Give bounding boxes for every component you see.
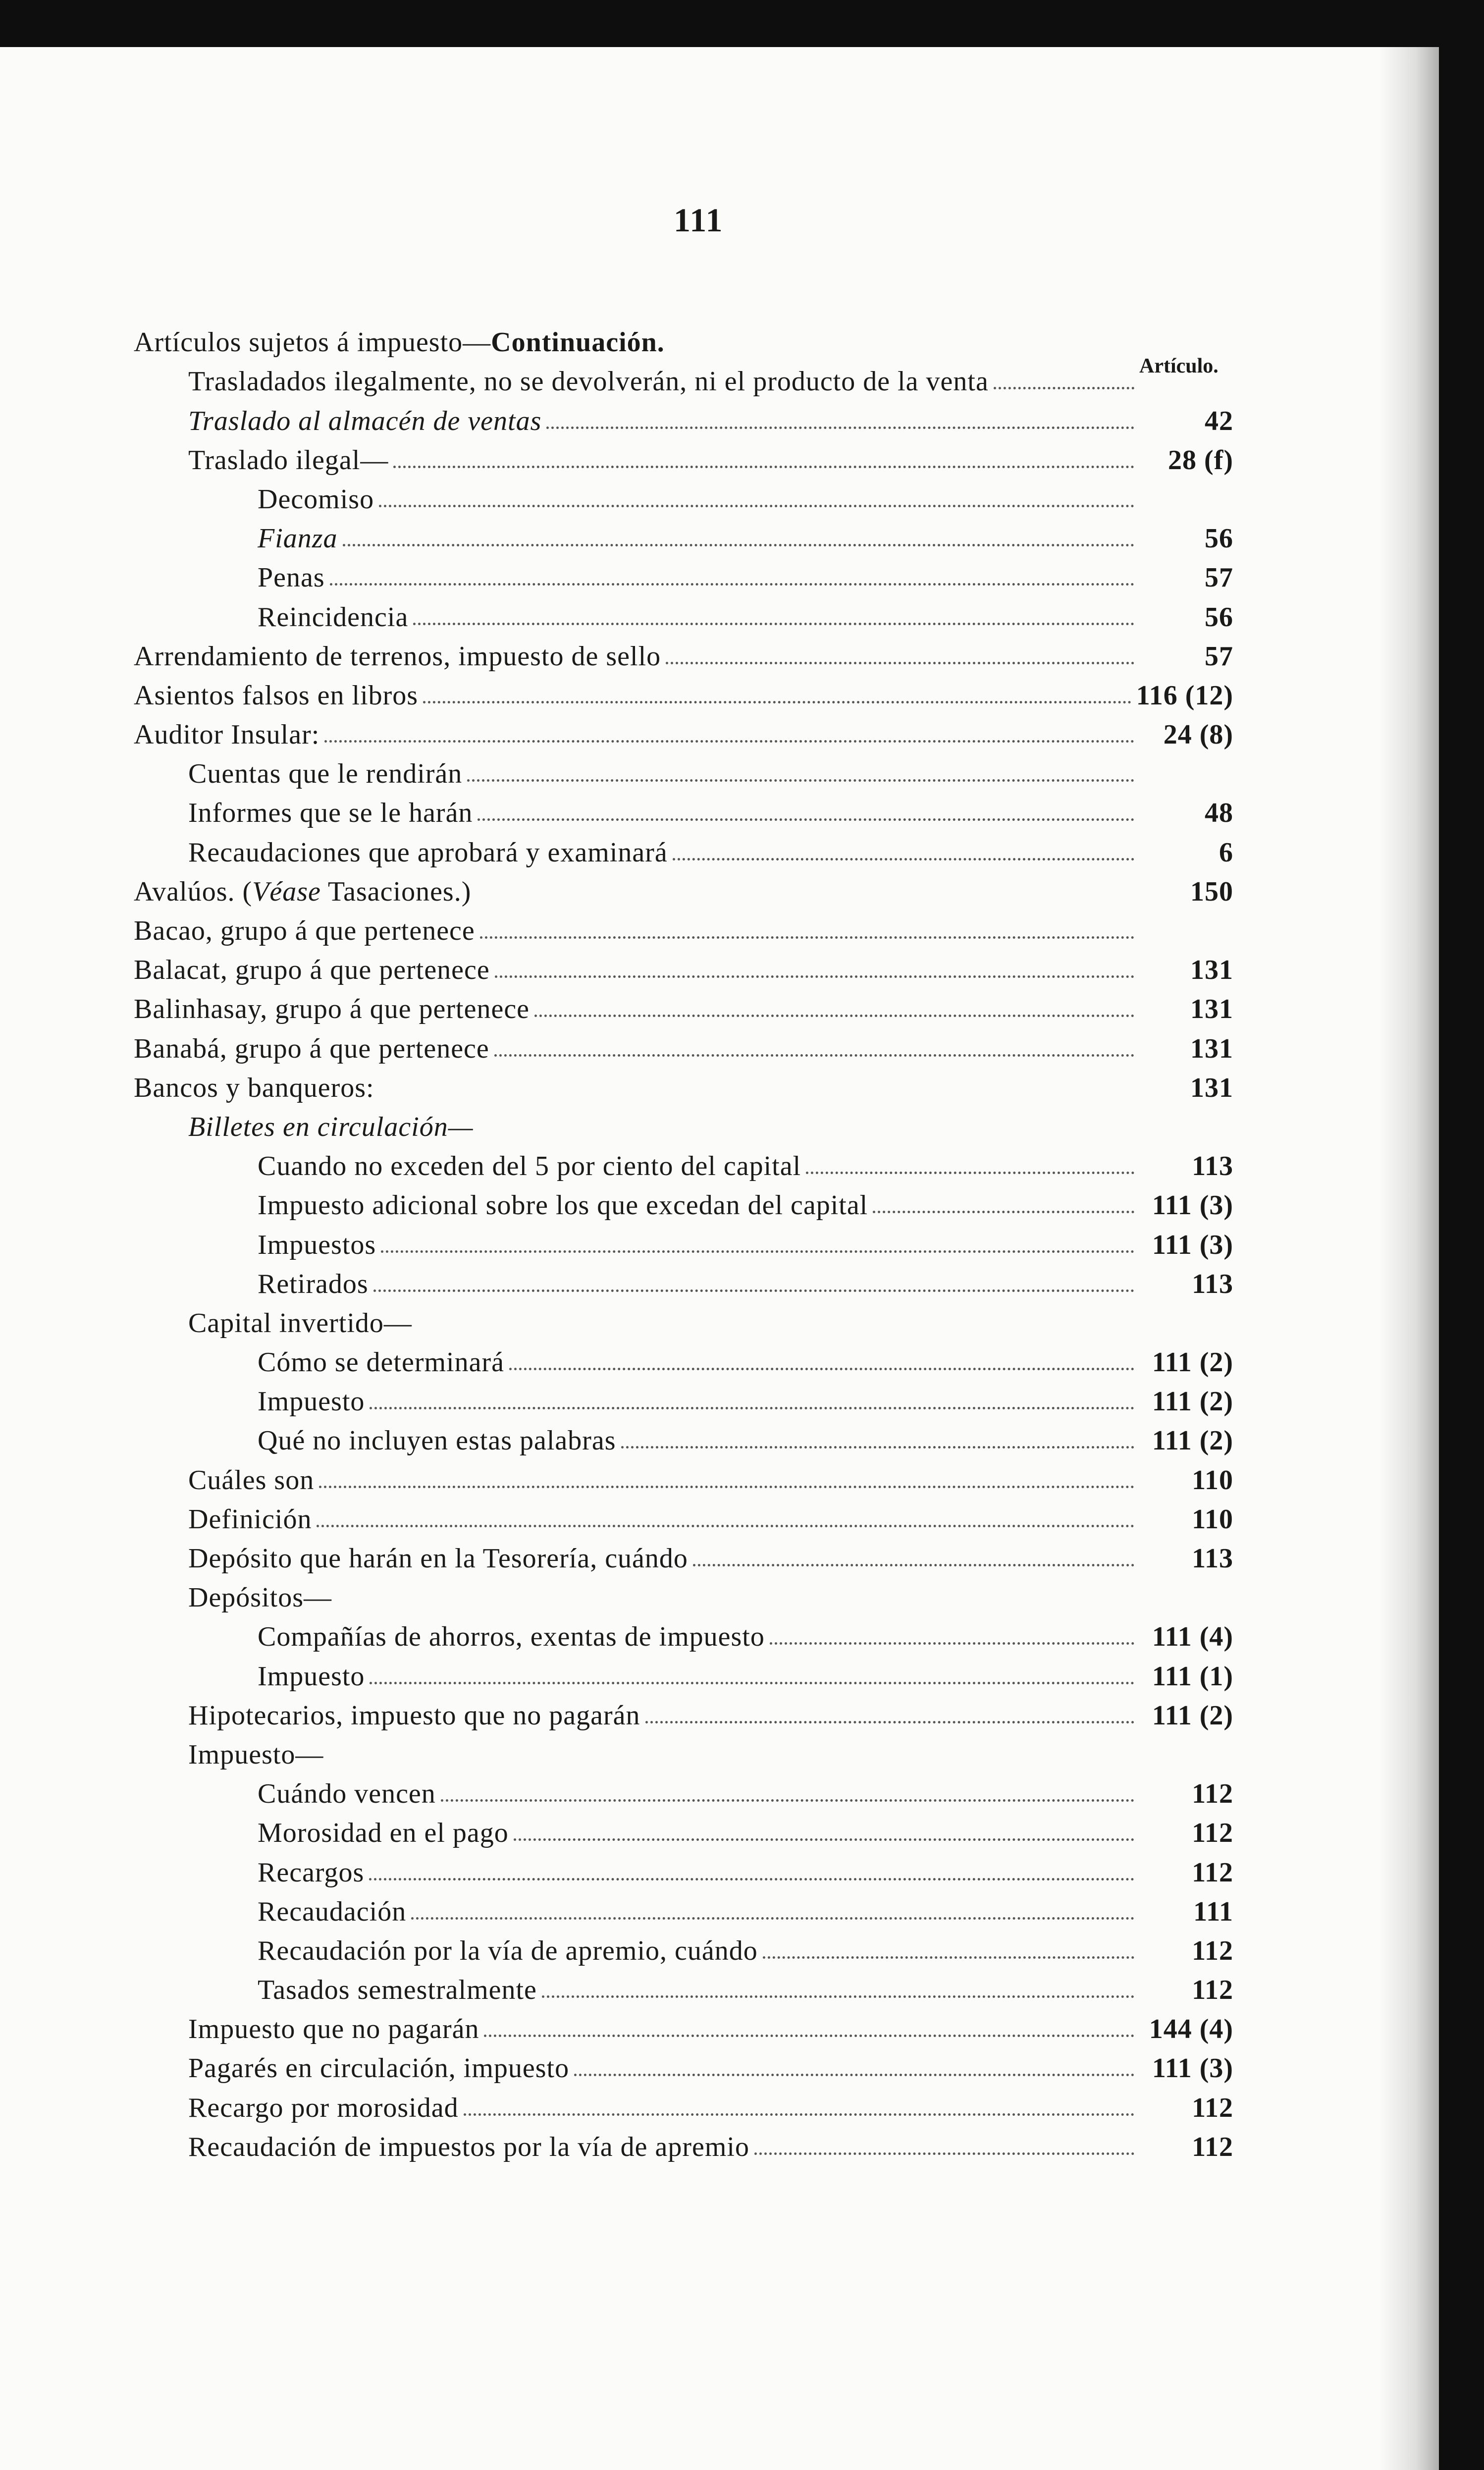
entry-label: Recargo por morosidad: [188, 2092, 459, 2123]
entry-label: Cuentas que le rendirán: [188, 758, 463, 790]
dot-leader: [666, 662, 1134, 664]
index-entry: [134, 1298, 1233, 1337]
entry-label: Qué no incluyen estas palabras: [258, 1425, 616, 1456]
dot-leader: [370, 1682, 1134, 1684]
entry-label: Impuesto: [258, 1386, 365, 1417]
index-entry: [134, 670, 1233, 709]
entry-label: Impuestos: [258, 1229, 376, 1260]
entry-reference: 131: [1190, 955, 1233, 986]
entry-label: Fianza: [258, 523, 338, 554]
dot-leader: [467, 779, 1134, 782]
entry-reference: 112: [1192, 1935, 1233, 1966]
dot-leader: [484, 2035, 1134, 2037]
entry-label: Reincidencia: [258, 601, 409, 633]
entry-label: Artículos sujetos á impuesto—: [134, 327, 491, 358]
dot-leader: [393, 466, 1134, 468]
dot-leader: [413, 623, 1134, 625]
index-entry: [134, 709, 1233, 749]
page-edge-shadow: [1379, 47, 1439, 2470]
dot-leader: [370, 1407, 1134, 1409]
dot-leader: [369, 1878, 1134, 1880]
index-entry: [134, 749, 1233, 788]
entry-label: Definición: [188, 1503, 312, 1535]
entry-label: Depósitos—: [188, 1582, 332, 1613]
dot-leader: [509, 1368, 1134, 1370]
index-entry: [134, 827, 1233, 866]
entry-label: Bacao, grupo á que pertenece: [134, 915, 475, 946]
index-entry: [134, 1063, 1233, 1102]
entry-label: Cuándo vencen: [258, 1778, 436, 1810]
entry-label-italic: Véase: [252, 876, 321, 907]
entry-reference: 42: [1205, 405, 1233, 436]
dot-leader: [754, 2152, 1134, 2155]
entry-reference: 111 (2): [1152, 1700, 1233, 1731]
entry-reference: 6: [1219, 837, 1233, 868]
index-entry: [134, 435, 1233, 474]
index-entry: [134, 1651, 1233, 1690]
index-entry: [134, 2043, 1233, 2082]
index-entry: [134, 1533, 1233, 1572]
entry-reference: 116 (12): [1136, 680, 1233, 711]
entry-reference: 111 (2): [1152, 1386, 1233, 1417]
index-entry: [134, 1141, 1233, 1180]
entry-reference: 131: [1190, 1033, 1233, 1064]
dot-leader: [495, 975, 1134, 978]
entry-label: Impuesto—: [188, 1739, 324, 1770]
entry-reference: 131: [1190, 1072, 1233, 1103]
entry-reference: 28 (f): [1168, 444, 1233, 476]
entry-label: Recaudaciones que aprobará y examinará: [188, 837, 668, 868]
entry-reference: 111 (2): [1152, 1425, 1233, 1456]
index-entry: [134, 1454, 1233, 1494]
entry-label: Compañías de ahorros, exentas de impuesto: [258, 1621, 765, 1653]
entry-reference: 24 (8): [1163, 719, 1233, 751]
column-header-articulo: Artículo.: [1139, 355, 1219, 377]
index-entry: [134, 1572, 1233, 1611]
dot-leader: [645, 1721, 1134, 1723]
entry-label: Cómo se determinará: [258, 1347, 504, 1378]
entry-reference: 112: [1192, 1857, 1233, 1888]
entry-label: Hipotecarios, impuesto que no pagarán: [188, 1700, 640, 1731]
index-entry: [134, 1415, 1233, 1454]
entry-label: Capital invertido—: [188, 1307, 412, 1339]
entry-label: Asientos falsos en libros: [134, 680, 419, 711]
entry-label: Bancos y banqueros:: [134, 1072, 374, 1103]
entry-reference: 113: [1192, 1543, 1233, 1574]
dot-leader: [381, 1250, 1134, 1253]
index-entry: [134, 906, 1233, 945]
entry-reference: 57: [1205, 562, 1233, 593]
entry-reference: 56: [1205, 523, 1233, 554]
entry-label: Balacat, grupo á que pertenece: [134, 955, 490, 986]
index-entry: [134, 356, 1233, 395]
entry-reference: 113: [1192, 1151, 1233, 1182]
index-entry: [134, 984, 1233, 1023]
index-entry: [134, 1023, 1233, 1062]
entry-label: Billetes en circulación—: [188, 1111, 474, 1142]
dot-leader: [379, 1093, 1134, 1096]
entry-label: Tasados semestralmente: [258, 1975, 537, 2006]
index-entry: [134, 1219, 1233, 1258]
index-entry: [134, 631, 1233, 670]
dot-leader: [806, 1172, 1134, 1174]
index-entry: [134, 1376, 1233, 1415]
index-entry: [134, 866, 1233, 906]
entry-reference: 111 (1): [1152, 1661, 1233, 1692]
index-entry: [134, 945, 1233, 984]
dot-leader: [441, 1799, 1134, 1802]
entry-reference: 48: [1205, 798, 1233, 829]
entry-reference: 131: [1190, 994, 1233, 1025]
dot-leader: [480, 936, 1134, 939]
index-entry: [134, 395, 1233, 434]
entry-label: Morosidad en el pago: [258, 1818, 509, 1849]
entry-label: Impuesto adicional sobre los que excedan del capital: [258, 1190, 868, 1221]
entry-reference: 56: [1205, 601, 1233, 633]
dot-leader: [423, 701, 1131, 703]
dot-leader: [770, 1642, 1134, 1645]
entry-reference: 112: [1192, 1778, 1233, 1810]
index-entry: [134, 1886, 1233, 1926]
index-entry: [134, 591, 1233, 631]
dot-leader: [621, 1446, 1134, 1449]
entry-label: Recaudación de impuestos por la vía de apremio: [188, 2131, 749, 2162]
entry-label: Banabá, grupo á que pertenece: [134, 1033, 489, 1064]
entry-label: Arrendamiento de terrenos, impuesto de sello: [134, 641, 661, 672]
entry-reference: 112: [1192, 2092, 1233, 2123]
index-entry: [134, 1611, 1233, 1651]
dot-leader: [514, 1838, 1134, 1841]
dot-leader: [546, 427, 1134, 429]
dot-leader: [324, 740, 1134, 743]
index-entry: [134, 1180, 1233, 1219]
dot-leader: [542, 1995, 1134, 1998]
entry-reference: 113: [1192, 1268, 1233, 1299]
dot-leader: [330, 583, 1134, 586]
dot-leader: [411, 1917, 1134, 1920]
entry-reference: 57: [1205, 641, 1233, 672]
entry-label: Impuesto: [258, 1661, 365, 1692]
index-entry: [134, 1729, 1233, 1769]
dot-leader: [763, 1956, 1134, 1959]
dot-leader: [373, 1289, 1134, 1292]
index-entry: [134, 2122, 1233, 2161]
entry-reference: 112: [1192, 1975, 1233, 2006]
dot-leader: [477, 818, 1134, 821]
dot-leader: [693, 1564, 1134, 1566]
index-entry: [134, 788, 1233, 827]
entry-label: Pagarés en circulación, impuesto: [188, 2053, 570, 2084]
index-entry: [134, 552, 1233, 591]
dot-leader: [574, 2074, 1134, 2076]
entry-label: Traslado al almacén de ventas: [188, 405, 542, 436]
dot-leader: [464, 2113, 1134, 2116]
entry-label: Cuando no exceden del 5 por ciento del capital: [258, 1151, 801, 1182]
index-entry: [134, 1690, 1233, 1729]
document-page: [0, 47, 1439, 2470]
entry-reference: 144 (4): [1149, 2014, 1233, 2045]
entry-label: Depósito que harán en la Tesorería, cuándo: [188, 1543, 688, 1574]
entry-label: Recaudación por la vía de apremio, cuándo: [258, 1935, 758, 1966]
index-list: [134, 317, 1233, 2161]
entry-reference: 111: [1193, 1896, 1233, 1927]
index-entry: [134, 474, 1233, 513]
dot-leader: [534, 1015, 1134, 1017]
entry-reference: 150: [1190, 876, 1233, 907]
entry-reference: 112: [1192, 2131, 1233, 2162]
index-entry: [134, 1808, 1233, 1847]
dot-leader: [319, 1486, 1134, 1488]
entry-label-suffix: Tasaciones.): [320, 876, 472, 907]
index-entry: [134, 1926, 1233, 1965]
index-entry: [134, 1965, 1233, 2004]
entry-label: Avalúos. (: [134, 876, 253, 907]
entry-label: Informes que se le harán: [188, 798, 473, 829]
entry-reference: 112: [1192, 1818, 1233, 1849]
index-entry: [134, 1494, 1233, 1533]
dot-leader: [994, 387, 1134, 389]
index-entry: [134, 317, 1233, 356]
entry-label-bold: Continuación.: [491, 327, 665, 358]
dot-leader: [873, 1211, 1134, 1213]
index-entry: [134, 513, 1233, 552]
entry-label: Impuesto que no pagarán: [188, 2014, 479, 2045]
index-entry: [134, 1337, 1233, 1376]
entry-label: Retirados: [258, 1268, 369, 1299]
entry-reference: 110: [1192, 1464, 1233, 1496]
dot-leader: [494, 1054, 1134, 1057]
index-entry: [134, 2082, 1233, 2121]
entry-label: Cuáles son: [188, 1464, 315, 1496]
dot-leader: [343, 544, 1134, 546]
entry-reference: 111 (2): [1152, 1347, 1233, 1378]
entry-label: Recargos: [258, 1857, 365, 1888]
entry-label: Traslado ilegal—: [188, 444, 389, 476]
entry-label: Balinhasay, grupo á que pertenece: [134, 994, 530, 1025]
entry-reference: 111 (3): [1152, 1190, 1233, 1221]
entry-reference: 111 (3): [1152, 1229, 1233, 1260]
index-entry: [134, 1259, 1233, 1298]
index-entry: [134, 1847, 1233, 1886]
entry-label: Trasladados ilegalmente, no se devolverán, ni el producto de la venta: [188, 366, 989, 397]
dot-leader: [476, 897, 1134, 900]
entry-reference: 111 (3): [1152, 2053, 1233, 2084]
entry-label: Recaudación: [258, 1896, 407, 1927]
entry-label: Auditor Insular:: [134, 719, 320, 751]
dot-leader: [673, 858, 1134, 860]
page-number: 111: [674, 201, 724, 239]
entry-label: Decomiso: [258, 483, 374, 515]
entry-label: Penas: [258, 562, 325, 593]
dot-leader: [379, 505, 1134, 507]
index-entry: [134, 2004, 1233, 2043]
entry-reference: 111 (4): [1152, 1621, 1233, 1653]
index-entry: [134, 1102, 1233, 1141]
entry-reference: 110: [1192, 1503, 1233, 1535]
dot-leader: [317, 1525, 1134, 1527]
index-entry: [134, 1769, 1233, 1808]
